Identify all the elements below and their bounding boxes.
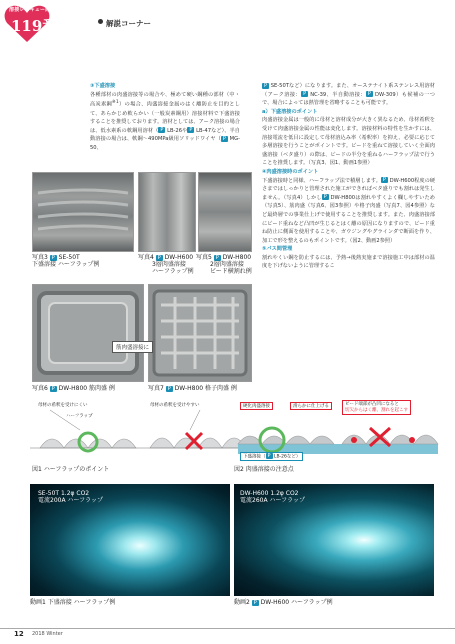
fig2-warn-line1: ビード端部が凸凹になると — [345, 402, 399, 407]
left-column — [90, 82, 240, 152]
photo-3-caption — [32, 254, 100, 268]
weld-beads-image — [33, 173, 133, 251]
p-mark-icon: P — [303, 91, 307, 98]
p-mark-icon: P — [167, 385, 171, 392]
photo-5-label: 写真5 — [196, 254, 214, 261]
photo-4-label: 写真4 — [138, 254, 156, 261]
left-text-5: MG-50、 — [90, 136, 240, 151]
left-text-1: 各種部材の肉盛溶接等の場合や、極めて硬い鋼種の部材（中・高炭素鋼 — [90, 91, 240, 108]
p-mark-icon: P — [267, 453, 271, 459]
p-mark-icon: P — [51, 385, 55, 392]
video-2-line2: 電流260A ハーフラップ — [240, 497, 306, 504]
heading-interpass: ⑤パス間管理 — [262, 246, 293, 253]
subheading-underlay-point: a）下盛溶接のポイント — [262, 108, 318, 115]
fig2-label-under — [240, 452, 303, 461]
fig2-under-text-b: LB-26など） — [272, 454, 301, 460]
photo-3-label: 写真3 — [32, 254, 50, 261]
right-text-a: 肉盛溶接金属は一般的に母材と溶材成分が大きく異なるため、母材希釈を受けて肉盛溶接金属の性能は変化します。溶接材料の特性を生かすには、溶接電流を低目に設定して母材溶込み率（希釈率）を抑え、必要に応じて多層溶接を行うことがポイントです。ビードを重ねて溶接していく全面肉盛溶接（ベタ盛り）の際は、ビードの半分を重ねるハーフラップ法で行うことを推奨します。（写真3、図1、動画1参照） — [262, 117, 435, 167]
fig2-label-smooth: 滑らかに仕上げる — [290, 402, 332, 410]
p-mark-icon: P — [367, 91, 371, 98]
p-mark-icon: P — [263, 82, 267, 89]
p-mark-icon: P — [160, 127, 164, 134]
bead-plate-image — [33, 285, 143, 381]
footnote-mark: ※1 — [112, 100, 119, 106]
photo-5-caption — [196, 254, 252, 275]
photo-4-image — [138, 172, 196, 252]
right-column — [262, 82, 435, 271]
video-1-text — [38, 490, 103, 504]
heading-underlay: ③下盛溶接 — [90, 83, 116, 89]
page-number: 12 — [14, 630, 24, 638]
left-paragraph — [90, 91, 240, 153]
p-mark-icon: P — [189, 127, 193, 134]
p-mark-icon: P — [253, 599, 257, 606]
video-2-text — [240, 490, 305, 504]
video-1-line1: SE-50T 1.2φ CO2 — [38, 490, 90, 497]
fig2-label-hard: 硬化肉盛溶接 — [240, 402, 273, 410]
photo-7-image — [148, 284, 252, 382]
right-text-0c: DW-309）も候補の一つで、場合によっては熱管理を省略することも可能です。 — [262, 91, 435, 107]
photo-6-label: 写真6 — [32, 385, 50, 392]
left-text-2: ）の場合、肉盛溶接金属のはく離防止を目的として、あらかじめ軟らかい（一般炭素鋼用）溶接材料で下盛溶接することを推奨しております。溶材としては、アーク溶接の場合は、低水素系の軟鋼用溶材（ — [90, 101, 240, 134]
video-2-frame[interactable] — [234, 484, 434, 596]
video-2-label: 動画2 — [234, 599, 252, 606]
section-title: 解説コーナー — [106, 19, 151, 28]
photo-7-caption — [148, 385, 237, 392]
right-text-4b: DW-H600程度の硬さまではしっかりと管理された施工ができればベタ盛りでも割れは発生しません。（写真4）しかし — [262, 177, 435, 201]
photo-3-image — [32, 172, 134, 252]
fig2-warn-line2: 切欠からはく離、割れを起こす — [345, 407, 408, 413]
video-2-desc: DW-H600 ハーフラップ例 — [258, 599, 333, 606]
video-1-line2: 電流200A ハーフラップ — [38, 497, 104, 504]
video-2-caption — [234, 599, 333, 606]
fig2-caption: 図2 肉盛溶接の注意点 — [234, 466, 294, 473]
figure-1-diagram — [30, 400, 250, 462]
fig1-label-right: 母材の希釈を受けやすい — [150, 403, 200, 408]
photo-6-image — [32, 284, 144, 382]
p-mark-icon: P — [222, 135, 226, 142]
heading-overlay-point: ④肉盛溶接時のポイント — [262, 168, 319, 175]
photo-4-desc2: ハーフラップ例 — [152, 268, 194, 275]
photo-7-label: 写真7 — [148, 385, 166, 392]
footer-divider — [0, 628, 455, 629]
fig1-label-left: 母材の希釈を受けにくい — [38, 403, 88, 408]
photo-6-product: DW-H800 筋肉盛 例 — [56, 385, 115, 392]
fig1-halflap-label: ハーフラップ — [66, 414, 93, 419]
photo-6-label-box: 筋肉盛溶接に — [112, 341, 153, 353]
video-1-caption: 動画1 下盛溶接 ハーフラップ例 — [30, 599, 116, 606]
right-text-0b: NC-39、半自動溶接： — [308, 91, 366, 98]
video-2-line1: DW-H600 1.2φ CO2 — [240, 490, 299, 497]
p-mark-icon: P — [215, 254, 219, 261]
video-1-frame[interactable] — [30, 484, 230, 596]
photo-5-desc2: ビード横割れ例 — [210, 268, 252, 275]
photo-4-product: DW-H600 — [162, 254, 194, 261]
fig2-label-warn — [342, 400, 411, 415]
photo-6-caption — [32, 385, 115, 392]
right-text-0: SE-50Tなど）になります。また、オーステナイト系ステンレス用溶材（アーク溶接： — [262, 83, 435, 98]
badge-title: 溶接レスキュー隊 — [9, 7, 51, 13]
photo-5-image — [198, 172, 252, 252]
photo-5-product: DW-H800 — [220, 254, 252, 261]
photo-4-caption — [138, 254, 194, 275]
p-mark-icon: P — [51, 254, 55, 261]
left-text-3: LB-26や — [165, 127, 188, 134]
grid-weld-image — [149, 285, 251, 381]
p-mark-icon: P — [157, 254, 161, 261]
p-mark-icon: P — [382, 177, 386, 184]
left-text-4: LB-47など）、半自動溶接の場合は、軟鋼～490MPa級用ソリッドワイヤ（ — [90, 127, 240, 143]
photo-3-desc: 下盛溶接 ハーフラップ例 — [32, 261, 100, 268]
photo-7-product: DW-H800 格子肉盛 例 — [172, 385, 237, 392]
fig2-under-text: 下盛溶接（ — [243, 454, 266, 460]
fig1-caption: 図1 ハーフラップのポイント — [32, 466, 110, 473]
right-text-4c: DW-H800は割れやすくよく欄しやすいため（写真5）、筋肉盛（写真6、図3参照）や格子肉盛（写真7、図4参照）など最終層での事業仕上げで使用することを推奨します。また、肉盛溶接部にビード重ねなど凸凹が生じるとはく離の原因になりますので、ビード重ね防止に側面を使用することや、ガウジングやグラインダで断面を作り、加工で形を整えるのもポイントです。（図2、動画2参照） — [262, 194, 435, 244]
section-bullet-icon — [98, 19, 103, 24]
p-mark-icon: P — [323, 194, 327, 201]
photo-4-desc: 3層肉盛溶接 — [152, 261, 186, 268]
right-text-4a: 下盛溶接時と同様、ハーフラップ法で積層します。 — [262, 177, 381, 184]
photo-3-product: SE-50T — [56, 254, 80, 261]
badge-number: 119番 — [11, 17, 58, 35]
right-text-5: 割れやくい鋼を防止するには、予熱→後熱実施まで溶接施工中は部材の温度を下げないように管理するこ — [262, 254, 435, 270]
photo-5-desc: 2層肉盛溶接 — [210, 261, 244, 268]
issue-info: 2018 Winter — [32, 631, 63, 637]
